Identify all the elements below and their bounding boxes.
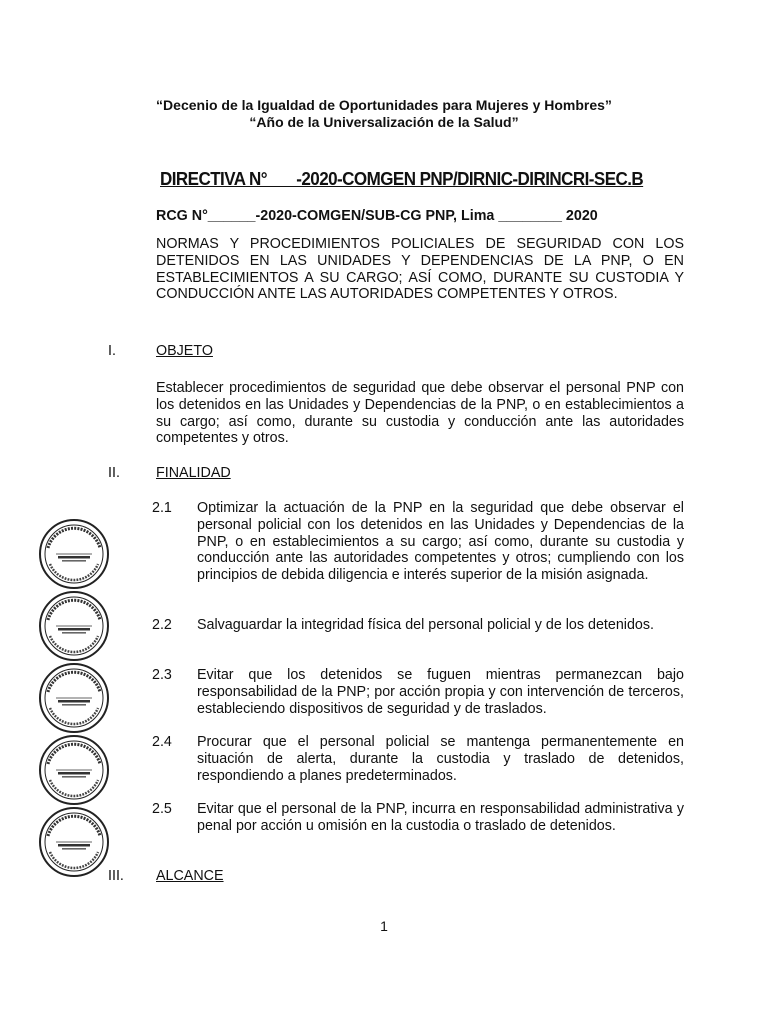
section-body-objeto: Establecer procedimientos de seguridad que debe observar el personal PNP con los detenidos en las Unidades y Dependencias de la PNP, o en establecimientos a su cargo; así como, durante su custodia y conducción ante las autoridades competentes y otros.: [156, 380, 684, 447]
directive-title: DIRECTIVA N° -2020-COMGEN PNP/DIRNIC-DIRINCRI-SEC.B: [160, 168, 644, 189]
seal-stamp: [38, 662, 110, 734]
list-item: Procurar que el personal policial se mantenga permanentemente en situación de alerta, durante la custodia y traslado de detenidos, respondiendo a planes predeterminados.: [197, 734, 684, 784]
section-number: I.: [108, 343, 116, 359]
section-number: II.: [108, 465, 120, 481]
seal-icon: [38, 590, 110, 662]
list-item: Evitar que el personal de la PNP, incurra en responsabilidad administrativa y penal por acción u omisión en la custodia o traslado de detenidos.: [197, 801, 684, 834]
item-number: 2.3: [152, 667, 172, 683]
section-title-alcance: ALCANCE: [156, 868, 224, 884]
motto-line-2: “Año de la Universalización de la Salud”: [249, 114, 519, 130]
seal-icon: [38, 662, 110, 734]
list-item: Evitar que los detenidos se fuguen mientras permanezcan bajo responsabilidad de la PNP; por acción propia y con intervención de terceros, estableciendo dispositivos de seguridad y de traslados.: [197, 667, 684, 717]
seal-stamp: [38, 590, 110, 662]
seal-icon: [38, 734, 110, 806]
list-item: Optimizar la actuación de la PNP en la seguridad que debe observar el personal policial con los detenidos en las Unidades y Dependencias de la PNP, o en establecimientos a su cargo; así como, durante su custodia y conducción ante las autoridades competentes y otros; cumpliendo con los principios de debida diligencia e interés superior de la misión asignada.: [197, 500, 684, 584]
item-number: 2.1: [152, 500, 172, 516]
list-item: Salvaguardar la integridad física del personal policial y de los detenidos.: [197, 617, 654, 633]
seal-icon: [38, 518, 110, 590]
section-number: III.: [108, 868, 124, 884]
page-number: 1: [380, 918, 388, 934]
rcg-line: RCG N°______-2020-COMGEN/SUB-CG PNP, Lima ________ 2020: [156, 208, 598, 224]
motto-line-1: “Decenio de la Igualdad de Oportunidades para Mujeres y Hombres”: [156, 97, 612, 113]
item-number: 2.2: [152, 617, 172, 633]
section-title-objeto: OBJETO: [156, 343, 213, 359]
seal-stamp: [38, 518, 110, 590]
seal-stamp: [38, 806, 110, 878]
seal-icon: [38, 806, 110, 878]
item-number: 2.5: [152, 801, 172, 817]
section-title-finalidad: FINALIDAD: [156, 465, 231, 481]
seal-stamp: [38, 734, 110, 806]
item-number: 2.4: [152, 734, 172, 750]
document-subject: NORMAS Y PROCEDIMIENTOS POLICIALES DE SEGURIDAD CON LOS DETENIDOS EN LAS UNIDADES Y DEPENDENCIAS DE LA PNP, O EN ESTABLECIMIENTOS A SU CARGO; ASÍ COMO, DURANTE SU CUSTODIA Y CONDUCCIÓN ANTE LAS AUTORIDADES COMPETENTES Y OTROS.: [156, 236, 684, 303]
